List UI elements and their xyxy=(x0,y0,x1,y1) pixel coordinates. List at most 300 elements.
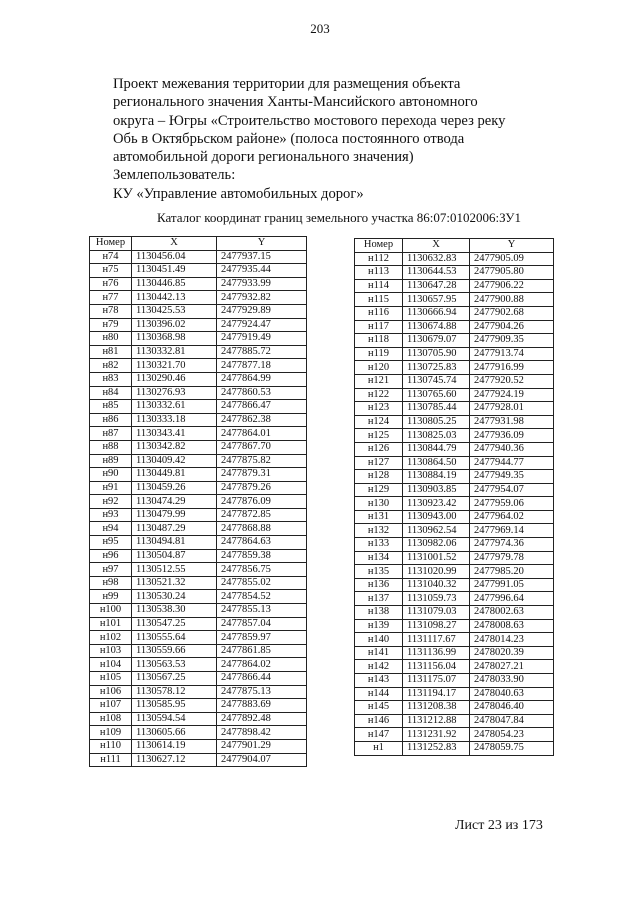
y-coordinate: 2477864.63 xyxy=(217,536,307,550)
y-coordinate: 2477905.80 xyxy=(470,266,554,280)
y-coordinate: 2477879.26 xyxy=(217,481,307,495)
y-coordinate: 2477883.69 xyxy=(217,699,307,713)
table-row xyxy=(355,538,554,552)
y-coordinate: 2477933.99 xyxy=(217,277,307,291)
point-number: н114 xyxy=(355,279,403,293)
table-row xyxy=(355,741,554,755)
y-coordinate: 2477866.44 xyxy=(217,672,307,686)
x-coordinate: 1131136.99 xyxy=(403,646,470,660)
x-coordinate: 1130290.46 xyxy=(132,372,217,386)
point-number: н139 xyxy=(355,619,403,633)
table-row xyxy=(90,631,307,645)
x-coordinate: 1131175.07 xyxy=(403,674,470,688)
point-number: н132 xyxy=(355,524,403,538)
y-coordinate: 2477875.82 xyxy=(217,454,307,468)
x-coordinate: 1130594.54 xyxy=(132,712,217,726)
y-coordinate: 2478059.75 xyxy=(470,741,554,755)
x-coordinate: 1130555.64 xyxy=(132,631,217,645)
x-coordinate: 1130474.29 xyxy=(132,495,217,509)
y-coordinate: 2477862.38 xyxy=(217,413,307,427)
table-row xyxy=(355,592,554,606)
point-number: н88 xyxy=(90,440,132,454)
catalog-caption: Каталог координат границ земельного участка 86:07:0102006:ЗУ1 xyxy=(157,210,521,225)
table-row xyxy=(90,468,307,482)
table-row xyxy=(90,604,307,618)
x-coordinate: 1130666.94 xyxy=(403,306,470,320)
y-coordinate: 2477867.70 xyxy=(217,440,307,454)
y-coordinate: 2477944.77 xyxy=(470,456,554,470)
table-row xyxy=(355,551,554,565)
point-number: н113 xyxy=(355,266,403,280)
point-number: н77 xyxy=(90,291,132,305)
x-coordinate: 1130578.12 xyxy=(132,685,217,699)
point-number: н145 xyxy=(355,701,403,715)
table-row xyxy=(90,522,307,536)
point-number: н115 xyxy=(355,293,403,307)
column-header-number: Номер xyxy=(355,239,403,253)
y-coordinate: 2477991.05 xyxy=(470,578,554,592)
table-row xyxy=(90,304,307,318)
point-number: н106 xyxy=(90,685,132,699)
x-coordinate: 1130567.25 xyxy=(132,672,217,686)
point-number: н74 xyxy=(90,250,132,264)
table-row xyxy=(90,413,307,427)
x-coordinate: 1130982.06 xyxy=(403,538,470,552)
y-coordinate: 2477924.47 xyxy=(217,318,307,332)
y-coordinate: 2477920.52 xyxy=(470,374,554,388)
table-row xyxy=(355,646,554,660)
y-coordinate: 2477904.26 xyxy=(470,320,554,334)
y-coordinate: 2477936.09 xyxy=(470,429,554,443)
table-row xyxy=(355,619,554,633)
table-row xyxy=(355,402,554,416)
point-number: н118 xyxy=(355,334,403,348)
point-number: н95 xyxy=(90,536,132,550)
x-coordinate: 1130884.19 xyxy=(403,470,470,484)
x-coordinate: 1130563.53 xyxy=(132,658,217,672)
y-coordinate: 2477937.15 xyxy=(217,250,307,264)
point-number: н112 xyxy=(355,252,403,266)
point-number: н83 xyxy=(90,372,132,386)
x-coordinate: 1130321.70 xyxy=(132,359,217,373)
y-coordinate: 2477876.09 xyxy=(217,495,307,509)
table-row xyxy=(90,726,307,740)
table-row xyxy=(355,701,554,715)
point-number: н84 xyxy=(90,386,132,400)
y-coordinate: 2477864.99 xyxy=(217,372,307,386)
table-row xyxy=(355,266,554,280)
table-row xyxy=(90,739,307,753)
x-coordinate: 1131079.03 xyxy=(403,606,470,620)
point-number: н126 xyxy=(355,442,403,456)
table-row xyxy=(355,565,554,579)
point-number: н111 xyxy=(90,753,132,767)
table-row xyxy=(90,617,307,631)
point-number: н101 xyxy=(90,617,132,631)
y-coordinate: 2477932.82 xyxy=(217,291,307,305)
table-row xyxy=(90,536,307,550)
point-number: н104 xyxy=(90,658,132,672)
point-number: н146 xyxy=(355,714,403,728)
point-number: н86 xyxy=(90,413,132,427)
x-coordinate: 1130745.74 xyxy=(403,374,470,388)
table-header-row xyxy=(90,237,307,251)
x-coordinate: 1130705.90 xyxy=(403,347,470,361)
point-number: н81 xyxy=(90,345,132,359)
y-coordinate: 2477919.49 xyxy=(217,332,307,346)
y-coordinate: 2477860.53 xyxy=(217,386,307,400)
point-number: н82 xyxy=(90,359,132,373)
point-number: н136 xyxy=(355,578,403,592)
document-title xyxy=(113,75,543,203)
y-coordinate: 2477996.64 xyxy=(470,592,554,606)
x-coordinate: 1130504.87 xyxy=(132,549,217,563)
y-coordinate: 2477985.20 xyxy=(470,565,554,579)
x-coordinate: 1131212.88 xyxy=(403,714,470,728)
point-number: н127 xyxy=(355,456,403,470)
point-number: н89 xyxy=(90,454,132,468)
y-coordinate: 2477906.22 xyxy=(470,279,554,293)
x-coordinate: 1130559.66 xyxy=(132,644,217,658)
point-number: н105 xyxy=(90,672,132,686)
point-number: н93 xyxy=(90,508,132,522)
y-coordinate: 2478027.21 xyxy=(470,660,554,674)
x-coordinate: 1131001.52 xyxy=(403,551,470,565)
x-coordinate: 1130657.95 xyxy=(403,293,470,307)
y-coordinate: 2477949.35 xyxy=(470,470,554,484)
point-number: н124 xyxy=(355,415,403,429)
table-row xyxy=(90,427,307,441)
table-row xyxy=(90,264,307,278)
x-coordinate: 1130765.60 xyxy=(403,388,470,402)
y-coordinate: 2477856.75 xyxy=(217,563,307,577)
y-coordinate: 2477879.31 xyxy=(217,468,307,482)
y-coordinate: 2477861.85 xyxy=(217,644,307,658)
title-line: Проект межевания территории для размещения объекта xyxy=(113,76,461,92)
column-header-x: X xyxy=(403,239,470,253)
title-line: регионального значения Ханты-Мансийского автономного xyxy=(113,94,478,111)
x-coordinate: 1130547.25 xyxy=(132,617,217,631)
x-coordinate: 1130627.12 xyxy=(132,753,217,767)
y-coordinate: 2477868.88 xyxy=(217,522,307,536)
point-number: н99 xyxy=(90,590,132,604)
y-coordinate: 2477872.85 xyxy=(217,508,307,522)
point-number: н1 xyxy=(355,741,403,755)
y-coordinate: 2477964.02 xyxy=(470,510,554,524)
x-coordinate: 1130825.03 xyxy=(403,429,470,443)
x-coordinate: 1131252.83 xyxy=(403,741,470,755)
y-coordinate: 2478002.63 xyxy=(470,606,554,620)
y-coordinate: 2477909.35 xyxy=(470,334,554,348)
table-row xyxy=(90,685,307,699)
x-coordinate: 1131156.04 xyxy=(403,660,470,674)
point-number: н140 xyxy=(355,633,403,647)
table-row xyxy=(90,372,307,386)
table-row xyxy=(355,483,554,497)
y-coordinate: 2477864.01 xyxy=(217,427,307,441)
point-number: н100 xyxy=(90,604,132,618)
column-header-y: Y xyxy=(217,237,307,251)
point-number: н98 xyxy=(90,576,132,590)
table-row xyxy=(355,347,554,361)
table-row xyxy=(355,374,554,388)
point-number: н143 xyxy=(355,674,403,688)
y-coordinate: 2477892.48 xyxy=(217,712,307,726)
x-coordinate: 1130679.07 xyxy=(403,334,470,348)
point-number: н80 xyxy=(90,332,132,346)
table-row xyxy=(355,456,554,470)
table-row xyxy=(90,712,307,726)
x-coordinate: 1130442.13 xyxy=(132,291,217,305)
y-coordinate: 2478033.90 xyxy=(470,674,554,688)
point-number: н138 xyxy=(355,606,403,620)
x-coordinate: 1130343.41 xyxy=(132,427,217,441)
x-coordinate: 1130644.53 xyxy=(403,266,470,280)
point-number: н128 xyxy=(355,470,403,484)
table-row xyxy=(90,440,307,454)
y-coordinate: 2477969.14 xyxy=(470,524,554,538)
x-coordinate: 1130943.00 xyxy=(403,510,470,524)
y-coordinate: 2477859.38 xyxy=(217,549,307,563)
table-row xyxy=(90,549,307,563)
x-coordinate: 1130332.81 xyxy=(132,345,217,359)
x-coordinate: 1130605.66 xyxy=(132,726,217,740)
table-row xyxy=(90,454,307,468)
point-number: н102 xyxy=(90,631,132,645)
x-coordinate: 1130479.99 xyxy=(132,508,217,522)
x-coordinate: 1130459.26 xyxy=(132,481,217,495)
y-coordinate: 2477924.19 xyxy=(470,388,554,402)
x-coordinate: 1130903.85 xyxy=(403,483,470,497)
table-row xyxy=(90,481,307,495)
table-row xyxy=(90,400,307,414)
table-row xyxy=(355,674,554,688)
table-row xyxy=(355,279,554,293)
y-coordinate: 2477954.07 xyxy=(470,483,554,497)
table-row xyxy=(90,672,307,686)
point-number: н120 xyxy=(355,361,403,375)
point-number: н78 xyxy=(90,304,132,318)
point-number: н96 xyxy=(90,549,132,563)
y-coordinate: 2477929.89 xyxy=(217,304,307,318)
x-coordinate: 1130785.44 xyxy=(403,402,470,416)
y-coordinate: 2477902.68 xyxy=(470,306,554,320)
land-user-name: КУ «Управление автомобильных дорог» xyxy=(113,185,364,202)
x-coordinate: 1130333.18 xyxy=(132,413,217,427)
point-number: н103 xyxy=(90,644,132,658)
table-row xyxy=(355,728,554,742)
table-row xyxy=(355,388,554,402)
table-row xyxy=(90,386,307,400)
x-coordinate: 1130332.61 xyxy=(132,400,217,414)
y-coordinate: 2477974.36 xyxy=(470,538,554,552)
y-coordinate: 2477898.42 xyxy=(217,726,307,740)
table-row xyxy=(90,291,307,305)
x-coordinate: 1131040.32 xyxy=(403,578,470,592)
point-number: н141 xyxy=(355,646,403,660)
point-number: н76 xyxy=(90,277,132,291)
point-number: н130 xyxy=(355,497,403,511)
point-number: н121 xyxy=(355,374,403,388)
x-coordinate: 1130614.19 xyxy=(132,739,217,753)
y-coordinate: 2477979.78 xyxy=(470,551,554,565)
table-row xyxy=(90,644,307,658)
x-coordinate: 1130674.88 xyxy=(403,320,470,334)
x-coordinate: 1131231.92 xyxy=(403,728,470,742)
x-coordinate: 1131020.99 xyxy=(403,565,470,579)
table-row xyxy=(355,252,554,266)
table-row xyxy=(355,660,554,674)
y-coordinate: 2477855.13 xyxy=(217,604,307,618)
y-coordinate: 2478040.63 xyxy=(470,687,554,701)
table-row xyxy=(355,470,554,484)
x-coordinate: 1130451.49 xyxy=(132,264,217,278)
point-number: н110 xyxy=(90,739,132,753)
point-number: н135 xyxy=(355,565,403,579)
x-coordinate: 1130844.79 xyxy=(403,442,470,456)
point-number: н90 xyxy=(90,468,132,482)
x-coordinate: 1130342.82 xyxy=(132,440,217,454)
point-number: н107 xyxy=(90,699,132,713)
point-number: н109 xyxy=(90,726,132,740)
table-row xyxy=(90,277,307,291)
table-row xyxy=(90,318,307,332)
y-coordinate: 2477859.97 xyxy=(217,631,307,645)
x-coordinate: 1130805.25 xyxy=(403,415,470,429)
x-coordinate: 1130632.83 xyxy=(403,252,470,266)
table-row xyxy=(355,497,554,511)
point-number: н85 xyxy=(90,400,132,414)
y-coordinate: 2477904.07 xyxy=(217,753,307,767)
table-row xyxy=(90,590,307,604)
x-coordinate: 1130449.81 xyxy=(132,468,217,482)
column-header-y: Y xyxy=(470,239,554,253)
table-row xyxy=(90,658,307,672)
point-number: н108 xyxy=(90,712,132,726)
point-number: н133 xyxy=(355,538,403,552)
point-number: н75 xyxy=(90,264,132,278)
table-row xyxy=(355,415,554,429)
x-coordinate: 1130521.32 xyxy=(132,576,217,590)
y-coordinate: 2477928.01 xyxy=(470,402,554,416)
y-coordinate: 2477916.99 xyxy=(470,361,554,375)
table-row xyxy=(355,510,554,524)
table-row xyxy=(355,429,554,443)
point-number: н87 xyxy=(90,427,132,441)
x-coordinate: 1130494.81 xyxy=(132,536,217,550)
table-row xyxy=(355,687,554,701)
x-coordinate: 1131098.27 xyxy=(403,619,470,633)
point-number: н147 xyxy=(355,728,403,742)
x-coordinate: 1130538.30 xyxy=(132,604,217,618)
table-row xyxy=(90,359,307,373)
table-row xyxy=(355,293,554,307)
x-coordinate: 1130962.54 xyxy=(403,524,470,538)
x-coordinate: 1130487.29 xyxy=(132,522,217,536)
x-coordinate: 1131194.17 xyxy=(403,687,470,701)
point-number: н122 xyxy=(355,388,403,402)
coordinates-table-right xyxy=(354,238,554,756)
x-coordinate: 1130368.98 xyxy=(132,332,217,346)
table-row xyxy=(355,306,554,320)
point-number: н131 xyxy=(355,510,403,524)
point-number: н134 xyxy=(355,551,403,565)
x-coordinate: 1131208.38 xyxy=(403,701,470,715)
y-coordinate: 2477855.02 xyxy=(217,576,307,590)
title-line: округа – Югры «Строительство мостового перехода через реку xyxy=(113,112,506,129)
table-header-row xyxy=(355,239,554,253)
y-coordinate: 2477901.29 xyxy=(217,739,307,753)
point-number: н125 xyxy=(355,429,403,443)
y-coordinate: 2477885.72 xyxy=(217,345,307,359)
table-row xyxy=(355,633,554,647)
x-coordinate: 1130396.02 xyxy=(132,318,217,332)
point-number: н144 xyxy=(355,687,403,701)
y-coordinate: 2477913.74 xyxy=(470,347,554,361)
y-coordinate: 2478020.39 xyxy=(470,646,554,660)
table-row xyxy=(355,320,554,334)
table-row xyxy=(90,332,307,346)
y-coordinate: 2478046.40 xyxy=(470,701,554,715)
point-number: н116 xyxy=(355,306,403,320)
x-coordinate: 1130585.95 xyxy=(132,699,217,713)
y-coordinate: 2477905.09 xyxy=(470,252,554,266)
y-coordinate: 2477877.18 xyxy=(217,359,307,373)
x-coordinate: 1130446.85 xyxy=(132,277,217,291)
page-number: 203 xyxy=(310,21,330,36)
point-number: н117 xyxy=(355,320,403,334)
table-row xyxy=(90,576,307,590)
column-header-x: X xyxy=(132,237,217,251)
table-row xyxy=(355,578,554,592)
y-coordinate: 2478047.84 xyxy=(470,714,554,728)
y-coordinate: 2478014.23 xyxy=(470,633,554,647)
table-row xyxy=(355,606,554,620)
point-number: н123 xyxy=(355,402,403,416)
table-row xyxy=(90,508,307,522)
y-coordinate: 2478008.63 xyxy=(470,619,554,633)
point-number: н79 xyxy=(90,318,132,332)
table-row xyxy=(90,753,307,767)
coordinates-table-left xyxy=(89,236,307,767)
x-coordinate: 1130530.24 xyxy=(132,590,217,604)
table-row xyxy=(355,524,554,538)
y-coordinate: 2477857.04 xyxy=(217,617,307,631)
x-coordinate: 1130456.04 xyxy=(132,250,217,264)
x-coordinate: 1130512.55 xyxy=(132,563,217,577)
point-number: н137 xyxy=(355,592,403,606)
table-row xyxy=(355,442,554,456)
y-coordinate: 2477931.98 xyxy=(470,415,554,429)
column-header-number: Номер xyxy=(90,237,132,251)
point-number: н91 xyxy=(90,481,132,495)
point-number: н129 xyxy=(355,483,403,497)
table-row xyxy=(355,361,554,375)
x-coordinate: 1130276.93 xyxy=(132,386,217,400)
x-coordinate: 1130725.83 xyxy=(403,361,470,375)
x-coordinate: 1130647.28 xyxy=(403,279,470,293)
point-number: н97 xyxy=(90,563,132,577)
table-row xyxy=(90,699,307,713)
table-row xyxy=(90,495,307,509)
x-coordinate: 1130864.50 xyxy=(403,456,470,470)
table-row xyxy=(90,345,307,359)
point-number: н119 xyxy=(355,347,403,361)
sheet-counter: Лист 23 из 173 xyxy=(455,818,543,833)
x-coordinate: 1130923.42 xyxy=(403,497,470,511)
table-row xyxy=(90,250,307,264)
title-line: автомобильной дороги регионального значения) xyxy=(113,149,414,166)
